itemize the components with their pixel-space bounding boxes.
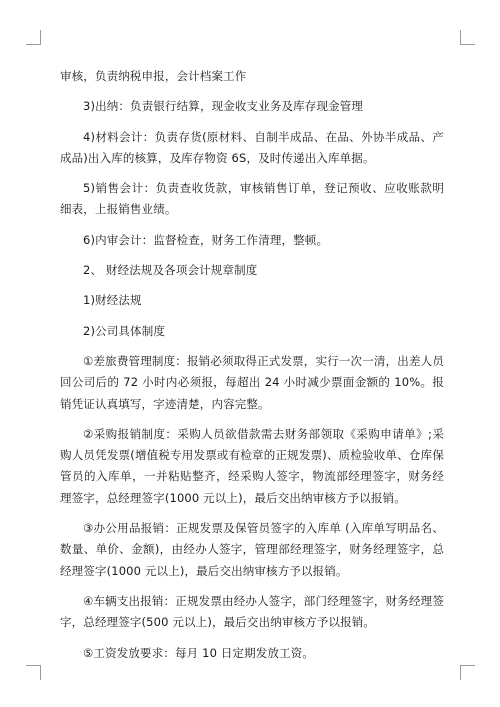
- section-heading-regulations: 2、 财经法规及各项会计规章制度: [83, 263, 258, 278]
- crop-mark-top-left: [26, 30, 41, 45]
- crop-mark-top-right: [460, 30, 475, 45]
- paragraph-internal-audit: 6)内审会计：监督检查，财务工作清理，整顿。: [83, 232, 329, 247]
- paragraph-audit-tax: 审核，负责纳税申报，会计档案工作: [60, 69, 247, 83]
- paragraph-sales-accountant: 5)销售会计：负责查收货款，审核销售订单，登记预收、应收账款明细表，上报销售业绩。: [60, 181, 444, 217]
- crop-mark-bottom-right: [460, 665, 475, 680]
- subheading-company-rules: 2)公司具体制度: [83, 323, 166, 338]
- subheading-financial-laws: 1)财经法规: [83, 293, 142, 308]
- paragraph-office-supplies-rule: ③办公用品报销：正规发票及保管员签字的入库单 (入库单写明品名、数量、单价、金额)，由经办人签字，管理部经理签字，财务经理签字，总经理签字(1000 元以上)，最后交出纳审核方予以报销。: [60, 521, 444, 578]
- paragraph-vehicle-expense-rule: ④车辆支出报销：正规发票由经办人签字，部门经理签字，财务经理签字，总经理签字(500 元以上)，最后交出纳审核方予以报销。: [60, 593, 444, 630]
- document-body: [60, 66, 444, 673]
- paragraph-travel-expense-rule: ①差旅费管理制度：报销必须取得正式发票，实行一次一清，出差人员回公司后的 72 小时内必须报，每超出 24 小时减少票面金额的 10%。报销凭证认真填写，字迹清楚，内容完整。: [60, 353, 444, 411]
- paragraph-cashier: 3)出纳：负责银行结算，现金收支业务及库存现金管理: [83, 99, 364, 114]
- paragraph-materials-accountant: 4)材料会计：负责存货(原材料、自制半成品、在品、外协半成品、产成品)出入库的核算，及库存物资 6S，及时传递出入库单据。: [60, 129, 444, 165]
- paragraph-purchase-reimbursement-rule: ②采购报销制度：采购人员欲借款需去财务部领取《采购申请单》;采购人员凭发票(增值税专用发票或有检章的正规发票)、质检验收单、仓库保管员的入库单，一并粘贴整齐，经采购人签字，物流部经理签字，财务经理签字，总经理签字(1000 元以上)，最后交出纳审核方予以报销。: [60, 426, 444, 505]
- paragraph-payroll-rule: ⑤工资发放要求：每月 10 日定期发放工资。: [83, 645, 315, 660]
- crop-mark-bottom-left: [26, 665, 41, 680]
